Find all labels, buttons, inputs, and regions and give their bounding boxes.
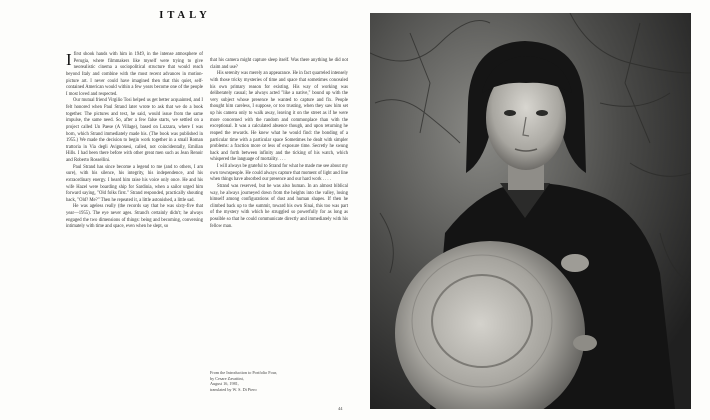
page-heading: ITALY: [159, 10, 211, 21]
drop-cap: I: [66, 50, 72, 69]
paragraph-1-text: first shook hands with him in 1949, in the intense atmosphere of Perugia, where filmmakers like myself were trying to give neorealistic cinema a sociopolitical structure that would reach beyond Italy and combine with the most recent advances in motion-picture art. I never could have imagined then that this quiet, self-contained American would within a few years become one of the people I most loved and respected.: [66, 52, 203, 97]
paragraph-6: His serenity was merely an appearance. He in fact quarreled intensely with those tricky mysteries of time and space that sometimes concealed his own primary reason for existing. His way of working was deliberately casual; he always acted "like a native," bound up with the very subject whose presence he wanted to capture and fix. People thought him careless, I suppose, or too trusting, when they saw him set up his camera only to walk away, leaving it on the street as if he were more concerned with the random and commonplace than with the exceptional. It was a calculated absence though, and upon returning he reaped the rewards. He knew what he would find: the bonding of a particular time with a particular space Sometimes he dealt with simpler problems: a fraction more or less of exposure time. Secretly he swung back and forth between infinity and the ticking of his watch, which whispered the language of mortality. . . .: [210, 71, 348, 163]
paragraph-4: He was ageless really (the records say that he was sixty-five that year—1955). The eye never ages. Strand's certainly didn't; he always engaged the two dimensions of things: being and becoming, conversing intimately with time and space, even when he slept, so: [66, 204, 203, 230]
paragraph-5: that his camera might capture sleep itself. Was there anything he did not claim and use?: [210, 58, 348, 70]
paragraph-1: [66, 52, 203, 98]
paragraph-7: I will always be grateful to Strand for what he made me see about my own townspeople. He could always capture that moment of light and line when things have absorbed our presence and our hard work . . . .: [210, 164, 348, 183]
caption-line-4: translated by W. S. Di Piero: [210, 386, 257, 392]
caption-line-1: From the Introduction to Portfolio Four,: [210, 370, 278, 375]
caption-line-2: by Cesare Zavattini,: [210, 375, 244, 381]
paragraph-3: Paul Strand has since become a legend to me (and to others, I am sure), with his silence, his integrity, his independence, and his extraordinary energy. I heard him raise his voice only once. He and his wife Hazel were boarding ship for Sardinia, when a sailor urged him forward saying, "Old folks first." Strand responded, practically shouting back, "Old? Me?" Then he repeated it, a little astonished, a little sad.: [66, 164, 203, 203]
caption-line-3: August 16, 1981,: [210, 381, 239, 387]
text-column-right: [210, 58, 348, 230]
text-column-left: [66, 52, 203, 231]
paragraph-8: Strand was reserved, but he was also human. In an almost biblical way, he always journeyed down from the heights into the valley, losing himself among configurations of dust and human shapes. If then he climbed back up to the summit, toward his own Sinai, this too was part of the mystery with which he struggled so powerfully for as long as possible so that he could communicate directly and immediately with his fellow man.: [210, 183, 348, 229]
portrait-photograph: [370, 13, 691, 409]
paragraph-2: Our mutual friend Virgilio Tosi helped us get better acquainted, and I felt honored when Paul Strand later wrote to ask that we do a book together. The pictures and text, he said, would issue from the same impulse, the same need. So, after a few false starts, we settled on a project called Un Paese (A Village), based on Luzzara, where I was born, which Strand immediately made his. (The book was published in 1955.) We made the decision to begin work together in a small Roman trattoria in Via degli Avignonesi, called, not coincidentally, Emilian Hills. I had been there before with other great men such as Jean Renoir and Roberto Rossellini.: [66, 98, 203, 163]
photo-caption: [210, 370, 330, 392]
page-number: 44: [338, 406, 343, 411]
portrait-image: [370, 13, 691, 409]
